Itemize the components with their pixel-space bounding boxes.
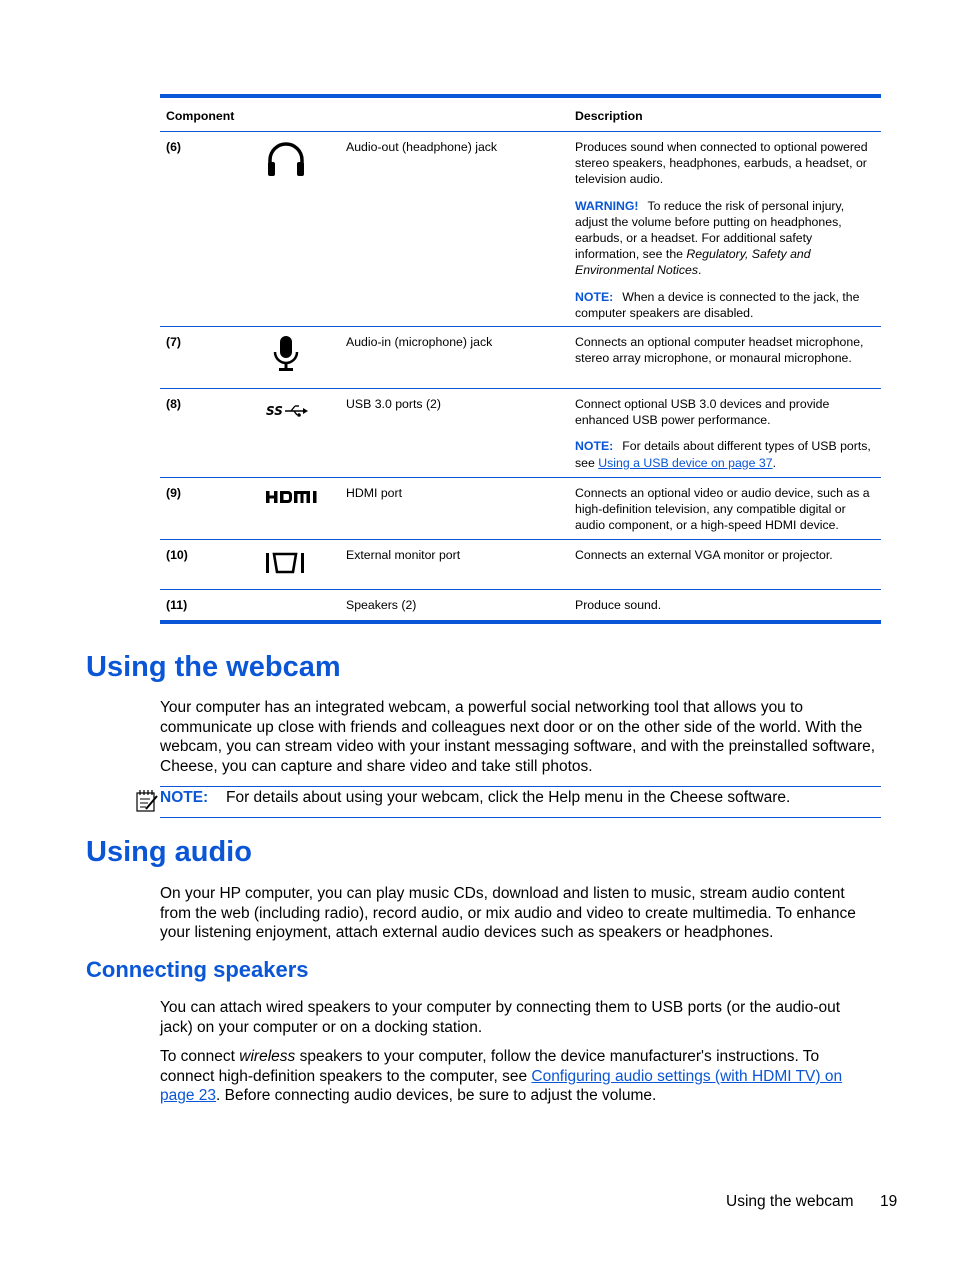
audio-heading: Using audio — [86, 836, 252, 868]
note-block — [575, 438, 877, 470]
component-name: Speakers (2) — [346, 598, 417, 612]
row-number: (8) — [166, 397, 182, 411]
note-text: When a device is connected to the jack, the computer speakers are disabled. — [575, 289, 860, 320]
row-number: (10) — [166, 548, 188, 562]
note-text: For details about different types of USB ports, see — [575, 439, 871, 470]
table-row — [160, 326, 881, 388]
microphone-icon — [272, 335, 300, 377]
hdmi-audio-settings-link[interactable]: Configuring audio settings (with HDMI TV) on page 23 — [160, 1067, 843, 1104]
description-text: Connects an optional computer headset microphone, stereo array microphone, or monaural microphone. — [575, 335, 864, 366]
hdmi-icon — [266, 491, 322, 507]
component-name: Audio-out (headphone) jack — [346, 140, 498, 154]
table-row — [160, 388, 881, 477]
component-description — [575, 139, 877, 331]
webcam-note — [160, 786, 881, 818]
para-text: To connect — [160, 1048, 240, 1065]
warning-label: WARNING! — [575, 198, 639, 213]
component-name: USB 3.0 ports (2) — [346, 397, 441, 411]
audio-body: On your HP computer, you can play music CDs, download and listen to music, stream audio content from the web (including radio), record audio, or mix audio and video to create multimedia. To enhance your listening enjoyment, attach external audio devices such as speakers or headphones. — [160, 885, 856, 941]
component-name: External monitor port — [346, 548, 461, 562]
warning-italic: Regulatory, Safety and Environmental Notices — [575, 247, 811, 278]
para-text: . Before connecting audio devices, be sure to adjust the volume. — [216, 1087, 657, 1104]
component-description — [575, 547, 877, 573]
row-number: (7) — [166, 335, 182, 349]
para-italic: wireless — [239, 1048, 296, 1065]
note-end: . — [772, 455, 776, 470]
row-number: (9) — [166, 486, 182, 500]
component-description — [575, 334, 877, 376]
note-text: For details about using your webcam, click the Help menu in the Cheese software. — [226, 789, 791, 806]
table-header — [160, 98, 881, 131]
note-block — [575, 289, 877, 321]
note-pad-icon — [135, 789, 159, 818]
speakers-para-1: You can attach wired speakers to your computer by connecting them to USB ports (or the audio-out jack) on your computer or on a docking station. — [160, 999, 841, 1036]
table-row — [160, 131, 881, 326]
row-number: (11) — [166, 598, 188, 612]
component-name: HDMI port — [346, 486, 403, 500]
vga-monitor-icon — [266, 552, 304, 578]
speakers-para-2 — [160, 1047, 876, 1106]
headphone-icon — [266, 142, 306, 182]
usb-device-link[interactable]: Using a USB device on page 37 — [598, 455, 773, 470]
description-text: Connect optional USB 3.0 devices and provide enhanced USB power performance. — [575, 397, 830, 428]
note-label: NOTE: — [575, 439, 614, 454]
table-row — [160, 589, 881, 620]
note-label: NOTE: — [160, 789, 209, 806]
warning-end: . — [698, 263, 702, 278]
table-row — [160, 539, 881, 589]
row-number: (6) — [166, 140, 182, 154]
component-description — [575, 396, 877, 481]
description-text: Connects an optional video or audio device, such as a high-definition television, any compatible digital or audio component, or a high-speed HDMI device. — [575, 486, 870, 533]
svg-text:SS: SS — [266, 404, 283, 418]
header-description: Description — [575, 109, 643, 123]
components-table — [160, 94, 881, 624]
description-text: Produce sound. — [575, 598, 662, 612]
description-text: Produces sound when connected to optional powered stereo speakers, headphones, earbuds, a headset, or television audio. — [575, 140, 868, 187]
para-text: speakers to your computer, follow the device manufacturer's instructions. To connect high-definition speakers to the computer, see — [160, 1048, 820, 1085]
note-label: NOTE: — [575, 289, 614, 304]
warning-block — [575, 198, 877, 279]
warning-text: To reduce the risk of personal injury, adjust the volume before putting on headphones, earbuds, or a headset. For additional safety information, see the — [575, 198, 845, 262]
description-text: Connects an external VGA monitor or projector. — [575, 548, 833, 562]
usb-ss-icon — [266, 403, 308, 423]
page-number: 19 — [880, 1193, 898, 1210]
table-row — [160, 477, 881, 539]
component-description — [575, 485, 877, 544]
webcam-body: Your computer has an integrated webcam, a powerful social networking tool that allows you to communicate up close with friends and colleagues next door or on the other side of the world. With the webcam, you can stream video with your instant messaging software, and with the preinstalled software, Cheese, you can capture and share video and take still photos. — [160, 699, 876, 775]
component-name: Audio-in (microphone) jack — [346, 335, 493, 349]
speakers-heading: Connecting speakers — [86, 957, 309, 982]
header-component: Component — [166, 109, 235, 123]
webcam-heading: Using the webcam — [86, 651, 341, 683]
component-description — [575, 597, 877, 623]
footer-section: Using the webcam — [726, 1193, 854, 1210]
